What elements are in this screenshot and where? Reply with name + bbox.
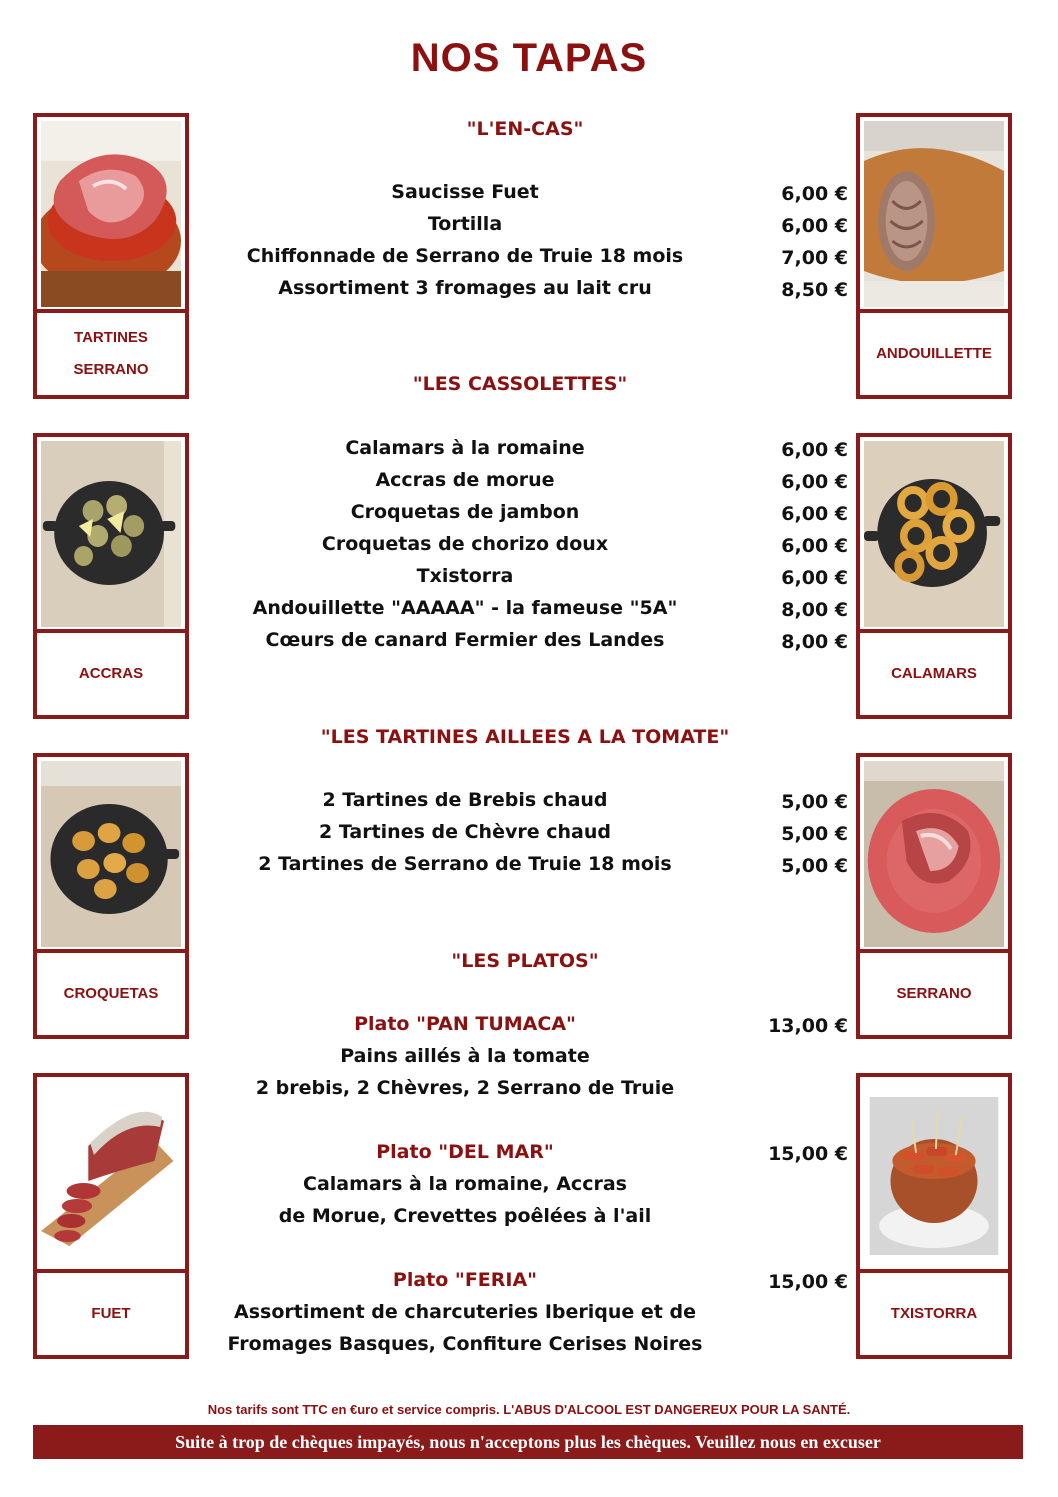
card-label-txistorra: TXISTORRA (890, 1305, 978, 1322)
menu-item: Tortilla (427, 213, 503, 235)
plato-description: Pains aillés à la tomate (340, 1045, 590, 1067)
plato-description: de Morue, Crevettes poêlées à l'ail (278, 1205, 652, 1227)
menu-item: 2 Tartines de Serrano de Truie 18 mois (258, 853, 672, 875)
menu-item: Croquetas de jambon (350, 501, 580, 523)
menu-price: 6,00 € (781, 535, 848, 557)
card-fuet (33, 1073, 189, 1359)
menu-item: Chiffonnade de Serrano de Truie 18 mois (246, 245, 684, 267)
plato-title: Plato "FERIA" (392, 1269, 538, 1291)
calamars-photo (864, 441, 1004, 627)
plato-title: Plato "PAN TUMACA" (354, 1013, 576, 1035)
menu-price: 8,50 € (781, 279, 848, 301)
page-title: NOS TAPAS (410, 36, 648, 80)
menu-item: Andouillette "AAAAA" - la fameuse "5A" (252, 597, 678, 619)
plato-title: Plato "DEL MAR" (376, 1141, 554, 1163)
section-title-platos: "LES PLATOS" (451, 950, 599, 972)
menu-item: Croquetas de chorizo doux (321, 533, 609, 555)
menu-price: 7,00 € (781, 247, 848, 269)
tartines-serrano-photo (41, 121, 181, 307)
card-label-accras: ACCRAS (78, 665, 144, 682)
accras-photo (41, 441, 181, 627)
txistorra-photo (864, 1081, 1004, 1267)
card-txistorra (856, 1073, 1012, 1359)
plato-description: 2 brebis, 2 Chèvres, 2 Serrano de Truie (255, 1077, 675, 1099)
card-label-serrano: SERRANO (896, 985, 972, 1002)
plato-price: 15,00 € (768, 1271, 848, 1293)
card-accras (33, 433, 189, 719)
menu-price: 5,00 € (781, 823, 848, 845)
section-title-cassolettes: "LES CASSOLETTES" (412, 373, 628, 395)
serrano-photo (864, 761, 1004, 947)
cheque-banner: Suite à trop de chèques impayés, nous n'acceptons plus les chèques. Veuillez nous en excuser (33, 1425, 1023, 1459)
menu-item: Calamars à la romaine (345, 437, 585, 459)
plato-price: 13,00 € (768, 1015, 848, 1037)
card-label-croquetas: CROQUETAS (63, 985, 159, 1002)
menu-item: Txistorra (416, 565, 514, 587)
menu-price: 6,00 € (781, 567, 848, 589)
menu-price: 6,00 € (781, 439, 848, 461)
card-label-calamars: CALAMARS (891, 665, 977, 682)
menu-price: 8,00 € (781, 599, 848, 621)
fuet-photo (41, 1081, 181, 1267)
menu-item: 2 Tartines de Brebis chaud (322, 789, 608, 811)
plato-price: 15,00 € (768, 1143, 848, 1165)
plato-description: Fromages Basques, Confiture Cerises Noires (227, 1333, 703, 1355)
card-andouillette (856, 113, 1012, 399)
card-label-fuet: FUET (91, 1305, 131, 1322)
plato-description: Assortiment de charcuteries Iberique et de (234, 1301, 696, 1323)
menu-price: 5,00 € (781, 855, 848, 877)
card-label-tartines-serrano: TARTINES SERRANO (73, 329, 149, 378)
card-tartines-serrano (33, 113, 189, 399)
section-title-en-cas: "L'EN-CAS" (466, 118, 584, 140)
menu-price: 5,00 € (781, 791, 848, 813)
card-calamars (856, 433, 1012, 719)
card-croquetas (33, 753, 189, 1039)
menu-price: 6,00 € (781, 471, 848, 493)
card-label-andouillette: ANDOUILLETTE (876, 345, 992, 362)
croquetas-photo (41, 761, 181, 947)
legal-notice: Nos tarifs sont TTC en €uro et service compris. L'ABUS D'ALCOOL EST DANGEREUX POUR LA SANTÉ. (207, 1402, 851, 1417)
menu-price: 6,00 € (781, 503, 848, 525)
card-serrano (856, 753, 1012, 1039)
menu-item: Assortiment 3 fromages au lait cru (278, 277, 652, 299)
menu-price: 8,00 € (781, 631, 848, 653)
plato-description: Calamars à la romaine, Accras (303, 1173, 627, 1195)
menu-item: Cœurs de canard Fermier des Landes (265, 629, 665, 651)
andouillette-photo (864, 121, 1004, 307)
section-title-tartines: "LES TARTINES AILLEES A LA TOMATE" (320, 726, 730, 748)
menu-price: 6,00 € (781, 215, 848, 237)
menu-item: 2 Tartines de Chèvre chaud (319, 821, 611, 843)
menu-item: Accras de morue (375, 469, 555, 491)
menu-item: Saucisse Fuet (391, 181, 539, 203)
menu-price: 6,00 € (781, 183, 848, 205)
